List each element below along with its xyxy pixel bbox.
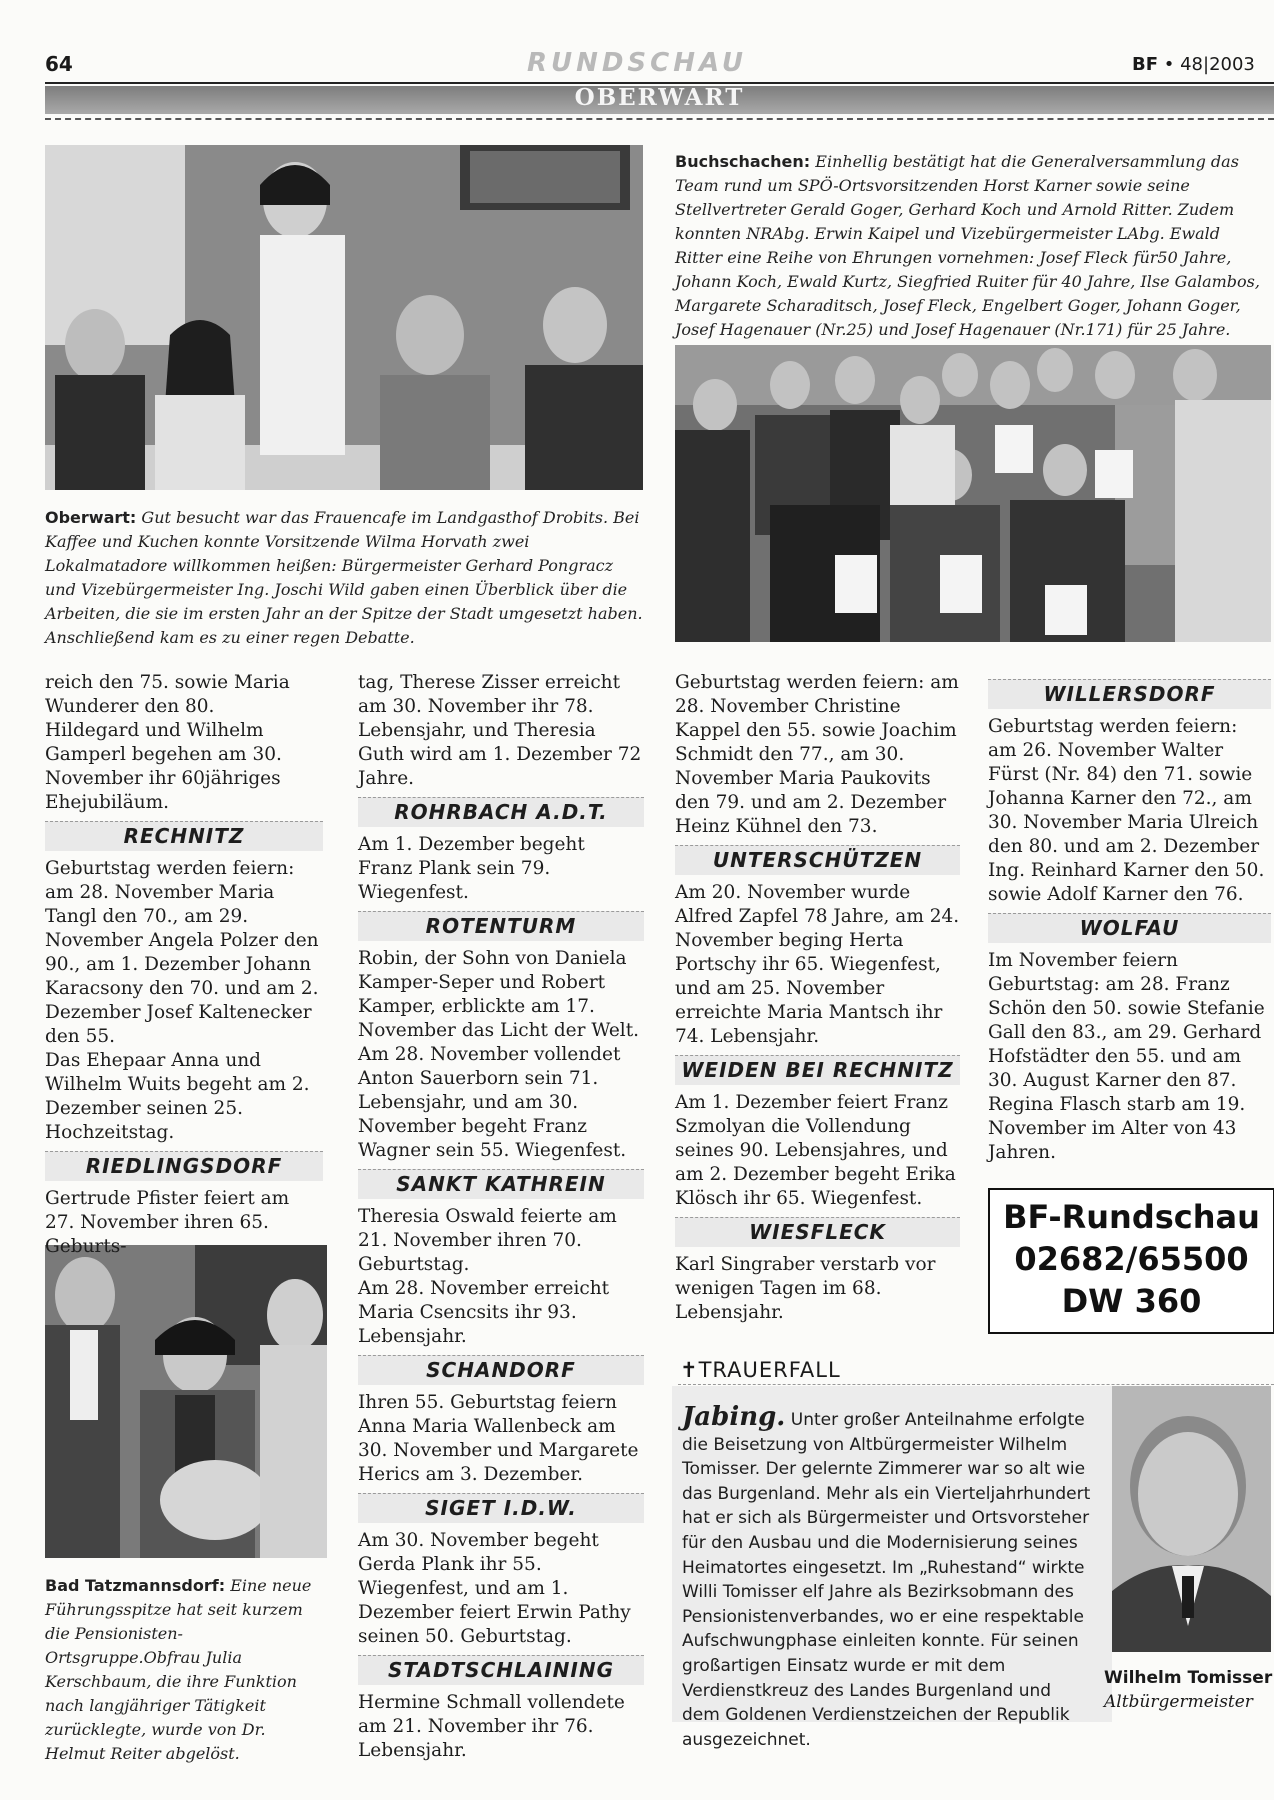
paragraph: Ihren 55. Geburtstag feiern Anna Maria Wallenbeck am 30. November und Margarete Herics am 3. Dezember. [358, 1392, 639, 1485]
column-3 [675, 671, 960, 1325]
section-heading-rotenturm: ROTENTURM [358, 911, 644, 941]
section-heading-willersdorf: WILLERSDORF [988, 679, 1271, 709]
caption-place: Bad Tatzmannsdorf: [45, 1576, 226, 1595]
caption-text: Gut besucht war das Frauencafe im Landgasthof Drobits. Bei Kaffee und Kuchen konnte Vorsitzende Wilma Horvath zwei Lokalmatadore willkommen heißen: Bürgermeister Gerhard Pongracz und Vizebürgermeister Ing. Joschi Wild gaben einen Überblick über die Arbeiten, die sie im ersten Jahr an der Spitze der Stadt umgesetzt haben. Anschließend kam es zu einer regen Debatte. [45, 508, 643, 647]
section-heading-siget: SIGET I.D.W. [358, 1493, 644, 1523]
masthead-title: RUNDSCHAU [526, 48, 748, 78]
trauerfall-label: ✝TRAUERFALL [680, 1358, 841, 1382]
tatzmannsdorf-photo [45, 1245, 327, 1558]
paragraph: Am 28. November vollendet Anton Sauerborn sein 71. Lebensjahr, und am 30. November begeht Franz Wagner sein 55. Wiegenfest. [358, 1044, 627, 1161]
paragraph: Am 1. Dezember feiert Franz Szmolyan die Vollendung seines 90. Lebensjahres, und am 2. Dezember begeht Erika Klösch ihr 65. Wiegenfest. [675, 1092, 956, 1209]
page-number: 64 [45, 52, 73, 76]
column-4 [988, 679, 1271, 1165]
paragraph: Hildegard und Wilhelm Gamperl begehen am 30. November ihr 60jähriges Ehejubiläum. [45, 720, 282, 813]
tatzmannsdorf-caption [45, 1574, 327, 1766]
paragraph: Theresia Oswald feierte am 21. November ihren 70. Geburtstag. [358, 1206, 617, 1275]
section-heading-riedlingsdorf: RIEDLINGSDORF [45, 1151, 323, 1181]
section-heading-rohrbach: ROHRBACH A.D.T. [358, 797, 644, 827]
issue-number: 48|2003 [1180, 54, 1255, 75]
issue-info [1132, 54, 1255, 75]
paragraph: Am 28. November erreicht Maria Csencsits ihr 93. Lebensjahr. [358, 1278, 610, 1347]
oberwart-photo [45, 145, 643, 490]
paragraph: Das Ehepaar Anna und Wilhelm Wuits begeht am 2. Dezember seinen 25. Hochzeitstag. [45, 1050, 310, 1143]
trauerfall-place: Jabing. [682, 1402, 786, 1432]
section-heading-unterschuetzen: UNTERSCHÜTZEN [675, 845, 960, 875]
portrait-name: Wilhelm Tomisser [1104, 1668, 1273, 1688]
caption-text: Einhellig bestätigt hat die Generalversammlung das Team rund um SPÖ-Ortsvorsitzenden Horst Karner sowie seine Stellvertreter Gerald Goger, Gerhard Koch und Arnold Ritter. Zudem konnten NRAbg. Erwin Kaipel und Vizebürgermeister LAbg. Ewald Ritter eine Reihe von Ehrungen vornehmen: Josef Fleck für50 Jahre, Johann Koch, Ewald Kurtz, Siegfried Ruiter für 40 Jahre, Ilse Galambos, Margarete Scharaditsch, Josef Fleck, Engelbert Goger, Johann Goger, Josef Hagenauer (Nr.25) und Josef Hagenauer (Nr.171) für 25 Jahre. [675, 152, 1260, 339]
caption-place: Buchschachen: [675, 152, 811, 171]
paragraph: Karl Singraber verstarb vor wenigen Tagen im 68. Lebensjahr. [675, 1254, 936, 1323]
buchschachen-caption [675, 150, 1265, 342]
paragraph: Am 20. November wurde Alfred Zapfel 78 Jahre, am 24. November beging Herta Portschy ihr 65. Wiegenfest, und am 25. November erreichte Maria Mantsch ihr 74. Lebensjahr. [675, 882, 960, 1047]
paragraph: reich den 75. sowie Maria Wunderer den 80. [45, 672, 290, 717]
issue-separator: • [1163, 54, 1175, 75]
paragraph: Regina Flasch starb am 19. November im Alter von 43 Jahren. [988, 1094, 1246, 1163]
trauerfall-text: Unter großer Anteilnahme erfolgte die Beisetzung von Altbürgermeister Wilhelm Tomisser. Der gelernte Zimmerer war so alt wie das Burgenland. Mehr als ein Vierteljahrhundert hat er sich als Bürgermeister und Ortsvorsteher für den Ausbau und die Modernisierung seines Heimatortes eingesetzt. Im „Ruhestand“ wirkte Willi Tomisser elf Jahre als Bezirksobmann des Pensionistenverbandes, wo er eine respektable Aufschwungphase einleiten konnte. Für seinen großartigen Einsatz wurde er mit dem Verdienstkreuz des Landes Burgenland und dem Goldenen Verdienstzeichen der Republik ausgezeichnet. [682, 1410, 1091, 1750]
tomisser-portrait [1106, 1386, 1271, 1652]
paragraph: tag, Therese Zisser erreicht am 30. November ihr 78. Lebensjahr, und Theresia Guth wird am 1. Dezember 72 Jahre. [358, 672, 642, 789]
contact-ad-box [988, 1188, 1274, 1334]
column-1 [45, 671, 323, 1259]
oberwart-caption [45, 506, 645, 650]
paragraph: Gertrude Pfister feiert am 27. November ihren 65. Geburts- [45, 1188, 290, 1257]
trauerfall-divider [678, 1384, 1274, 1385]
paragraph: Robin, der Sohn von Daniela Kamper-Seper und Robert Kamper, erblickte am 17. November das Licht der Welt. [358, 948, 640, 1041]
caption-place: Oberwart: [45, 508, 137, 527]
paragraph: Geburtstag werden feiern: am 28. November Christine Kappel den 55. sowie Joachim Schmidt den 77., am 30. November Maria Paukovits den 79. und am 2. Dezember Heinz Kühnel den 73. [675, 672, 959, 837]
section-heading-wiesfleck: WIESFLECK [675, 1217, 960, 1247]
ad-extension: DW 360 [1061, 1282, 1202, 1320]
section-divider [45, 118, 1274, 120]
section-heading-sankt-kathrein: SANKT KATHREIN [358, 1169, 644, 1199]
paragraph: Hermine Schmall vollendete am 21. November ihr 76. Lebensjahr. [358, 1692, 625, 1761]
buchschachen-photo [675, 345, 1271, 642]
ad-title: BF-Rundschau [1003, 1198, 1260, 1236]
paragraph: Geburtstag werden feiern: am 26. November Walter Fürst (Nr. 84) den 71. sowie Johanna Karner den 72., am 30. November Maria Ulreich den 80. und am 2. Dezember Ing. Reinhard Karner den 50. sowie Adolf Karner den 76. [988, 716, 1265, 905]
trauerfall-article [682, 1402, 1092, 1752]
section-heading-stadtschlaining: STADTSCHLAINING [358, 1655, 644, 1685]
section-heading-rechnitz: RECHNITZ [45, 821, 323, 851]
ad-phone: 02682/65500 [1014, 1240, 1249, 1278]
portrait-role: Altbürgermeister [1104, 1692, 1253, 1712]
section-title: OBERWART [574, 84, 745, 111]
issue-brand: BF [1132, 54, 1159, 75]
paragraph: Am 1. Dezember begeht Franz Plank sein 79. Wiegenfest. [358, 834, 585, 903]
column-2 [358, 671, 644, 1763]
section-heading-wolfau: WOLFAU [988, 913, 1271, 943]
paragraph: Am 30. November begeht Gerda Plank ihr 55. Wiegenfest, und am 1. Dezember feiert Erwin Pathy seinen 50. Geburtstag. [358, 1530, 631, 1647]
section-heading-schandorf: SCHANDORF [358, 1355, 644, 1385]
section-heading-weiden: WEIDEN BEI RECHNITZ [675, 1055, 960, 1085]
caption-text: Eine neue Führungsspitze hat seit kurzem die Pensionisten-Ortsgruppe.Obfrau Julia Kerschbaum, die ihre Funktion nach langjähriger Tätigkeit zurücklegte, wurde von Dr. Helmut Reiter abgelöst. [45, 1576, 312, 1763]
paragraph: Im November feiern Geburtstag: am 28. Franz Schön den 50. sowie Stefanie Gall den 83., am 29. Gerhard Hofstädter den 55. und am 30. August Karner den 87. [988, 950, 1265, 1091]
paragraph: Geburtstag werden feiern: am 28. November Maria Tangl den 70., am 29. November Angela Polzer den 90., am 1. Dezember Johann Karacsony den 70. und am 2. Dezember Josef Kaltenecker den 55. [45, 858, 319, 1047]
